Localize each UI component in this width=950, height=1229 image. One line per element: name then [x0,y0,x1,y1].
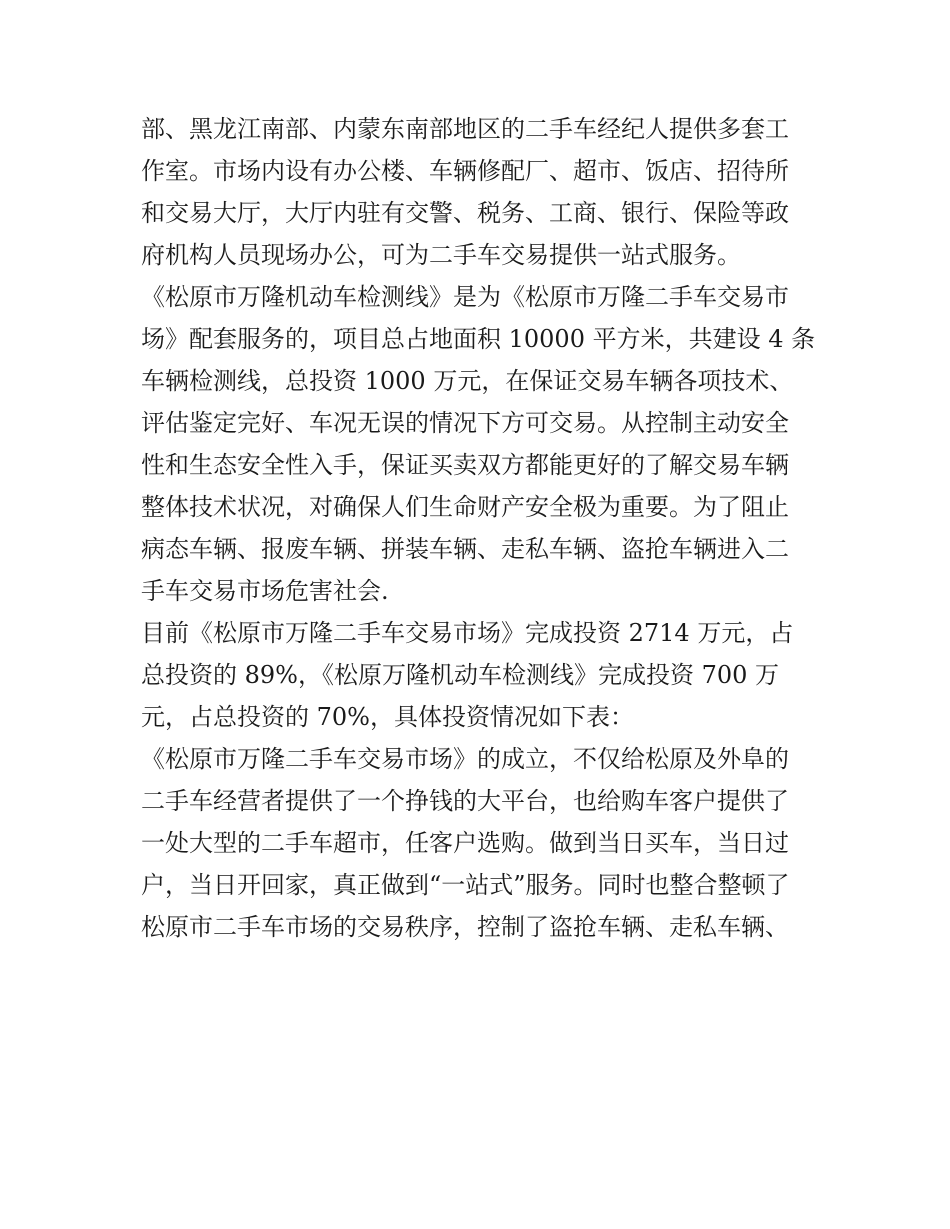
text-line: 病态车辆、报废车辆、拼装车辆、走私车辆、盗抢车辆进入二 [141,535,789,563]
text-line: 二手车经营者提供了一个挣钱的大平台，也给购车客户提供了 [141,787,789,815]
text-line: 评估鉴定完好、车况无误的情况下方可交易。从控制主动安全 [141,409,789,437]
text-line: 部、黑龙江南部、内蒙东南部地区的二手车经纪人提供多套工 [141,115,789,143]
paragraph-investment-status [141,612,811,738]
text-line: 和交易大厅，大厅内驻有交警、税务、工商、银行、保险等政 [141,199,789,227]
document-body [141,108,816,948]
text-line: 作室。市场内设有办公楼、车辆修配厂、超市、饭店、招待所 [141,157,789,185]
text-line: 总投资的 89%，《松原万隆机动车检测线》完成投资 700 万 [141,661,780,689]
text-line: 户，当日开回家，真正做到“一站式”服务。同时也整合整顿了 [141,871,790,899]
text-line: 府机构人员现场办公，可为二手车交易提供一站式服务。 [141,241,741,269]
text-line: 场》配套服务的，项目总占地面积 10000 平方米，共建设 4 条 [141,325,816,353]
text-line: 元，占总投资的 70%，具体投资情况如下表： [141,703,634,731]
text-line: 性和生态安全性入手，保证买卖双方都能更好的了解交易车辆 [141,451,789,479]
text-line: 车辆检测线，总投资 1000 万元，在保证交易车辆各项技术、 [141,367,794,395]
text-line: 目前《松原市万隆二手车交易市场》完成投资 2714 万元，占 [141,619,794,647]
text-line: 一处大型的二手车超市，任客户选购。做到当日买车，当日过 [141,829,789,857]
text-line: 松原市二手车市场的交易秩序，控制了盗抢车辆、走私车辆、 [141,913,789,941]
text-line: 手车交易市场危害社会. [141,577,389,605]
paragraph-market-benefits [141,738,811,948]
text-line: 《松原市万隆二手车交易市场》的成立，不仅给松原及外阜的 [141,745,789,773]
text-line: 《松原市万隆机动车检测线》是为《松原市万隆二手车交易市 [141,283,789,311]
paragraph-inspection-line [141,276,816,612]
paragraph-market-facilities [141,108,811,276]
text-line: 整体技术状况，对确保人们生命财产安全极为重要。为了阻止 [141,493,789,521]
